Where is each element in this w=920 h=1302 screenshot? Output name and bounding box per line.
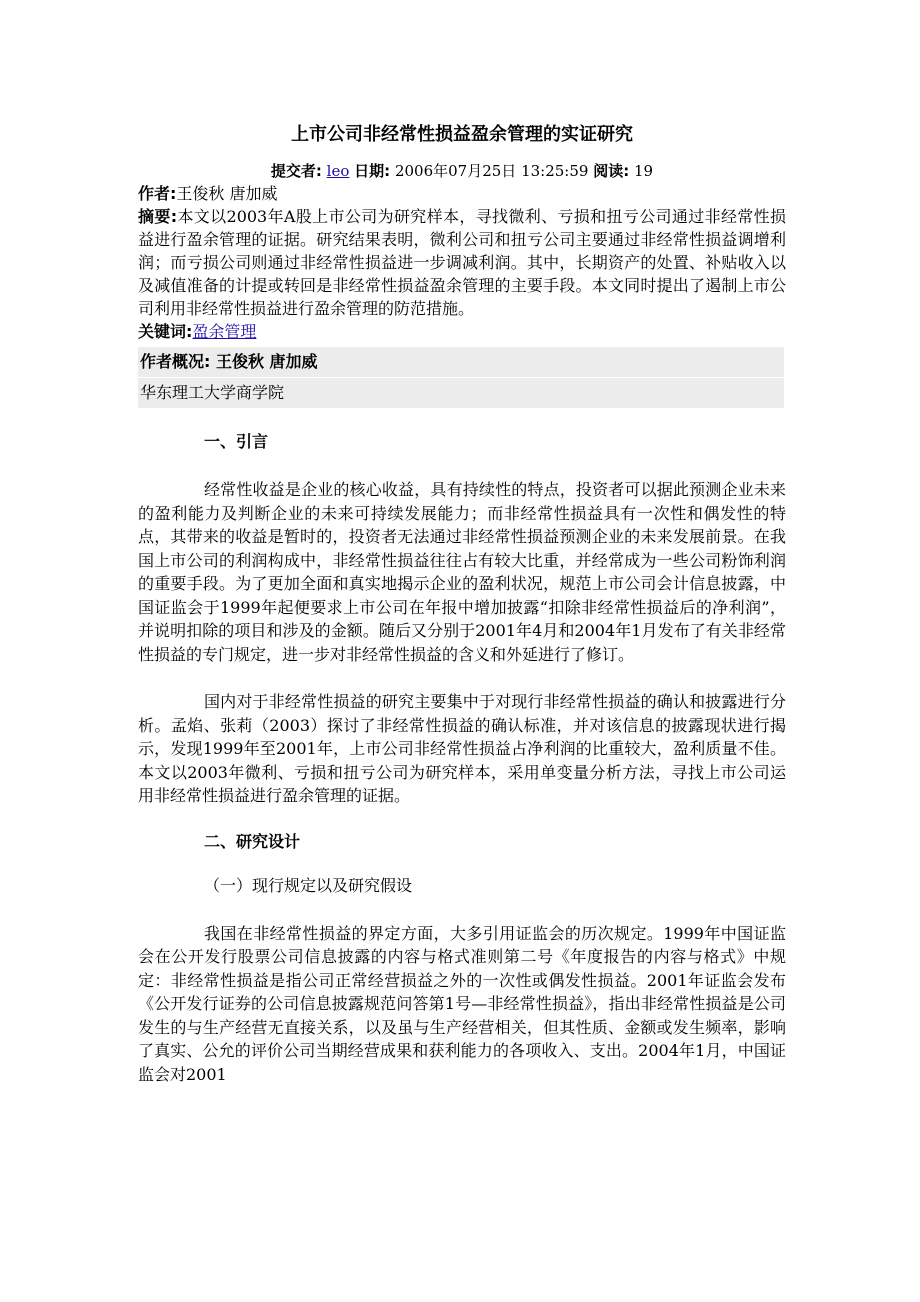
read-count: 19 (634, 162, 654, 180)
author-names: 王俊秋 唐加威 (176, 184, 278, 203)
keywords-label: 关键词: (138, 322, 193, 341)
abstract (138, 205, 786, 320)
section-heading-introduction: 一、引言 (204, 432, 269, 451)
date-label: 日期: (354, 162, 391, 180)
subsection-heading: （一）现行规定以及研究假设 (204, 875, 413, 895)
section-heading-research-design: 二、研究设计 (204, 831, 301, 851)
author-label: 作者: (138, 184, 177, 203)
article-title: 上市公司非经常性损益盈余管理的实证研究 (291, 124, 633, 145)
article-page (138, 0, 786, 1086)
author-profile-box (138, 347, 784, 408)
author-profile-heading: 作者概况: 王俊秋 唐加威 (138, 347, 784, 378)
keywords-line (138, 320, 786, 343)
paragraph: 我国在非经常性损益的界定方面，大多引用证监会的历次规定。1999年中国证监会在公开发行股票公司信息披露的内容与格式准则第二号《年度报告的内容与格式》中规定：非经常性损益是指公司正常经营损益之外的一次性或偶发性损益。2001年证监会发布《公开发行证券的公司信息披露规范问答第1号—非经常性损益》，指出非经常性损益是公司发生的与生产经营无直接关系，以及虽与生产经营相关，但其性质、金额或发生频率，影响了真实、公允的评价公司当期经营成果和获利能力的各项收入、支出。2004年1月，中国证监会对2001 (138, 923, 786, 1084)
submitter-label: 提交者: (270, 162, 322, 180)
submitter-link[interactable]: leo (326, 162, 350, 180)
abstract-label: 摘要: (138, 207, 178, 226)
paragraph: 国内对于非经常性损益的研究主要集中于对现行非经常性损益的确认和披露进行分析。孟焰、张莉（2003）探讨了非经常性损益的确认标准，并对该信息的披露现状进行揭示，发现1999年至2001年，上市公司非经常性损益占净利润的比重较大，盈利质量不佳。本文以2003年微利、亏损和扭亏公司为研究样本，采用单变量分析方法，寻找上市公司运用非经常性损益进行盈余管理的证据。 (138, 692, 786, 805)
reads-label: 阅读: (593, 162, 630, 180)
keyword-link[interactable]: 盈余管理 (192, 322, 257, 341)
article-meta (138, 160, 786, 182)
authors-line (138, 182, 786, 205)
paragraph: 经常性收益是企业的核心收益，具有持续性的特点，投资者可以据此预测企业未来的盈利能力及判断企业的未来可持续发展能力；而非经常性损益具有一次性和偶发性的特点，其带来的收益是暂时的，投资者无法通过非经常性损益预测企业的未来发展前景。在我国上市公司的利润构成中，非经常性损益往往占有较大比重，并经常成为一些公司粉饰利润的重要手段。为了更加全面和真实地揭示企业的盈利状况，规范上市公司会计信息披露，中国证监会于1999年起便要求上市公司在年报中增加披露“扣除非经常性损益后的净利润”，并说明扣除的项目和涉及的金额。随后又分别于2001年4月和2004年1月发布了有关非经常性损益的专门规定，进一步对非经常性损益的含义和外延进行了修订。 (138, 480, 786, 664)
author-affiliation: 华东理工大学商学院 (140, 383, 285, 402)
post-date: 2006年07月25日 13:25:59 (394, 162, 589, 180)
abstract-text: 本文以2003年A股上市公司为研究样本，寻找微利、亏损和扭亏公司通过非经常性损益进行盈余管理的证据。研究结果表明，微利公司和扭亏公司主要通过非经常性损益调增利润；而亏损公司则通过非经常性损益进一步调减利润。其中，长期资产的处置、补贴收入以及减值准备的计提或转回是非经常性损益盈余管理的主要手段。本文同时提出了遏制上市公司利用非经常性损益进行盈余管理的防范措施。 (138, 207, 786, 318)
